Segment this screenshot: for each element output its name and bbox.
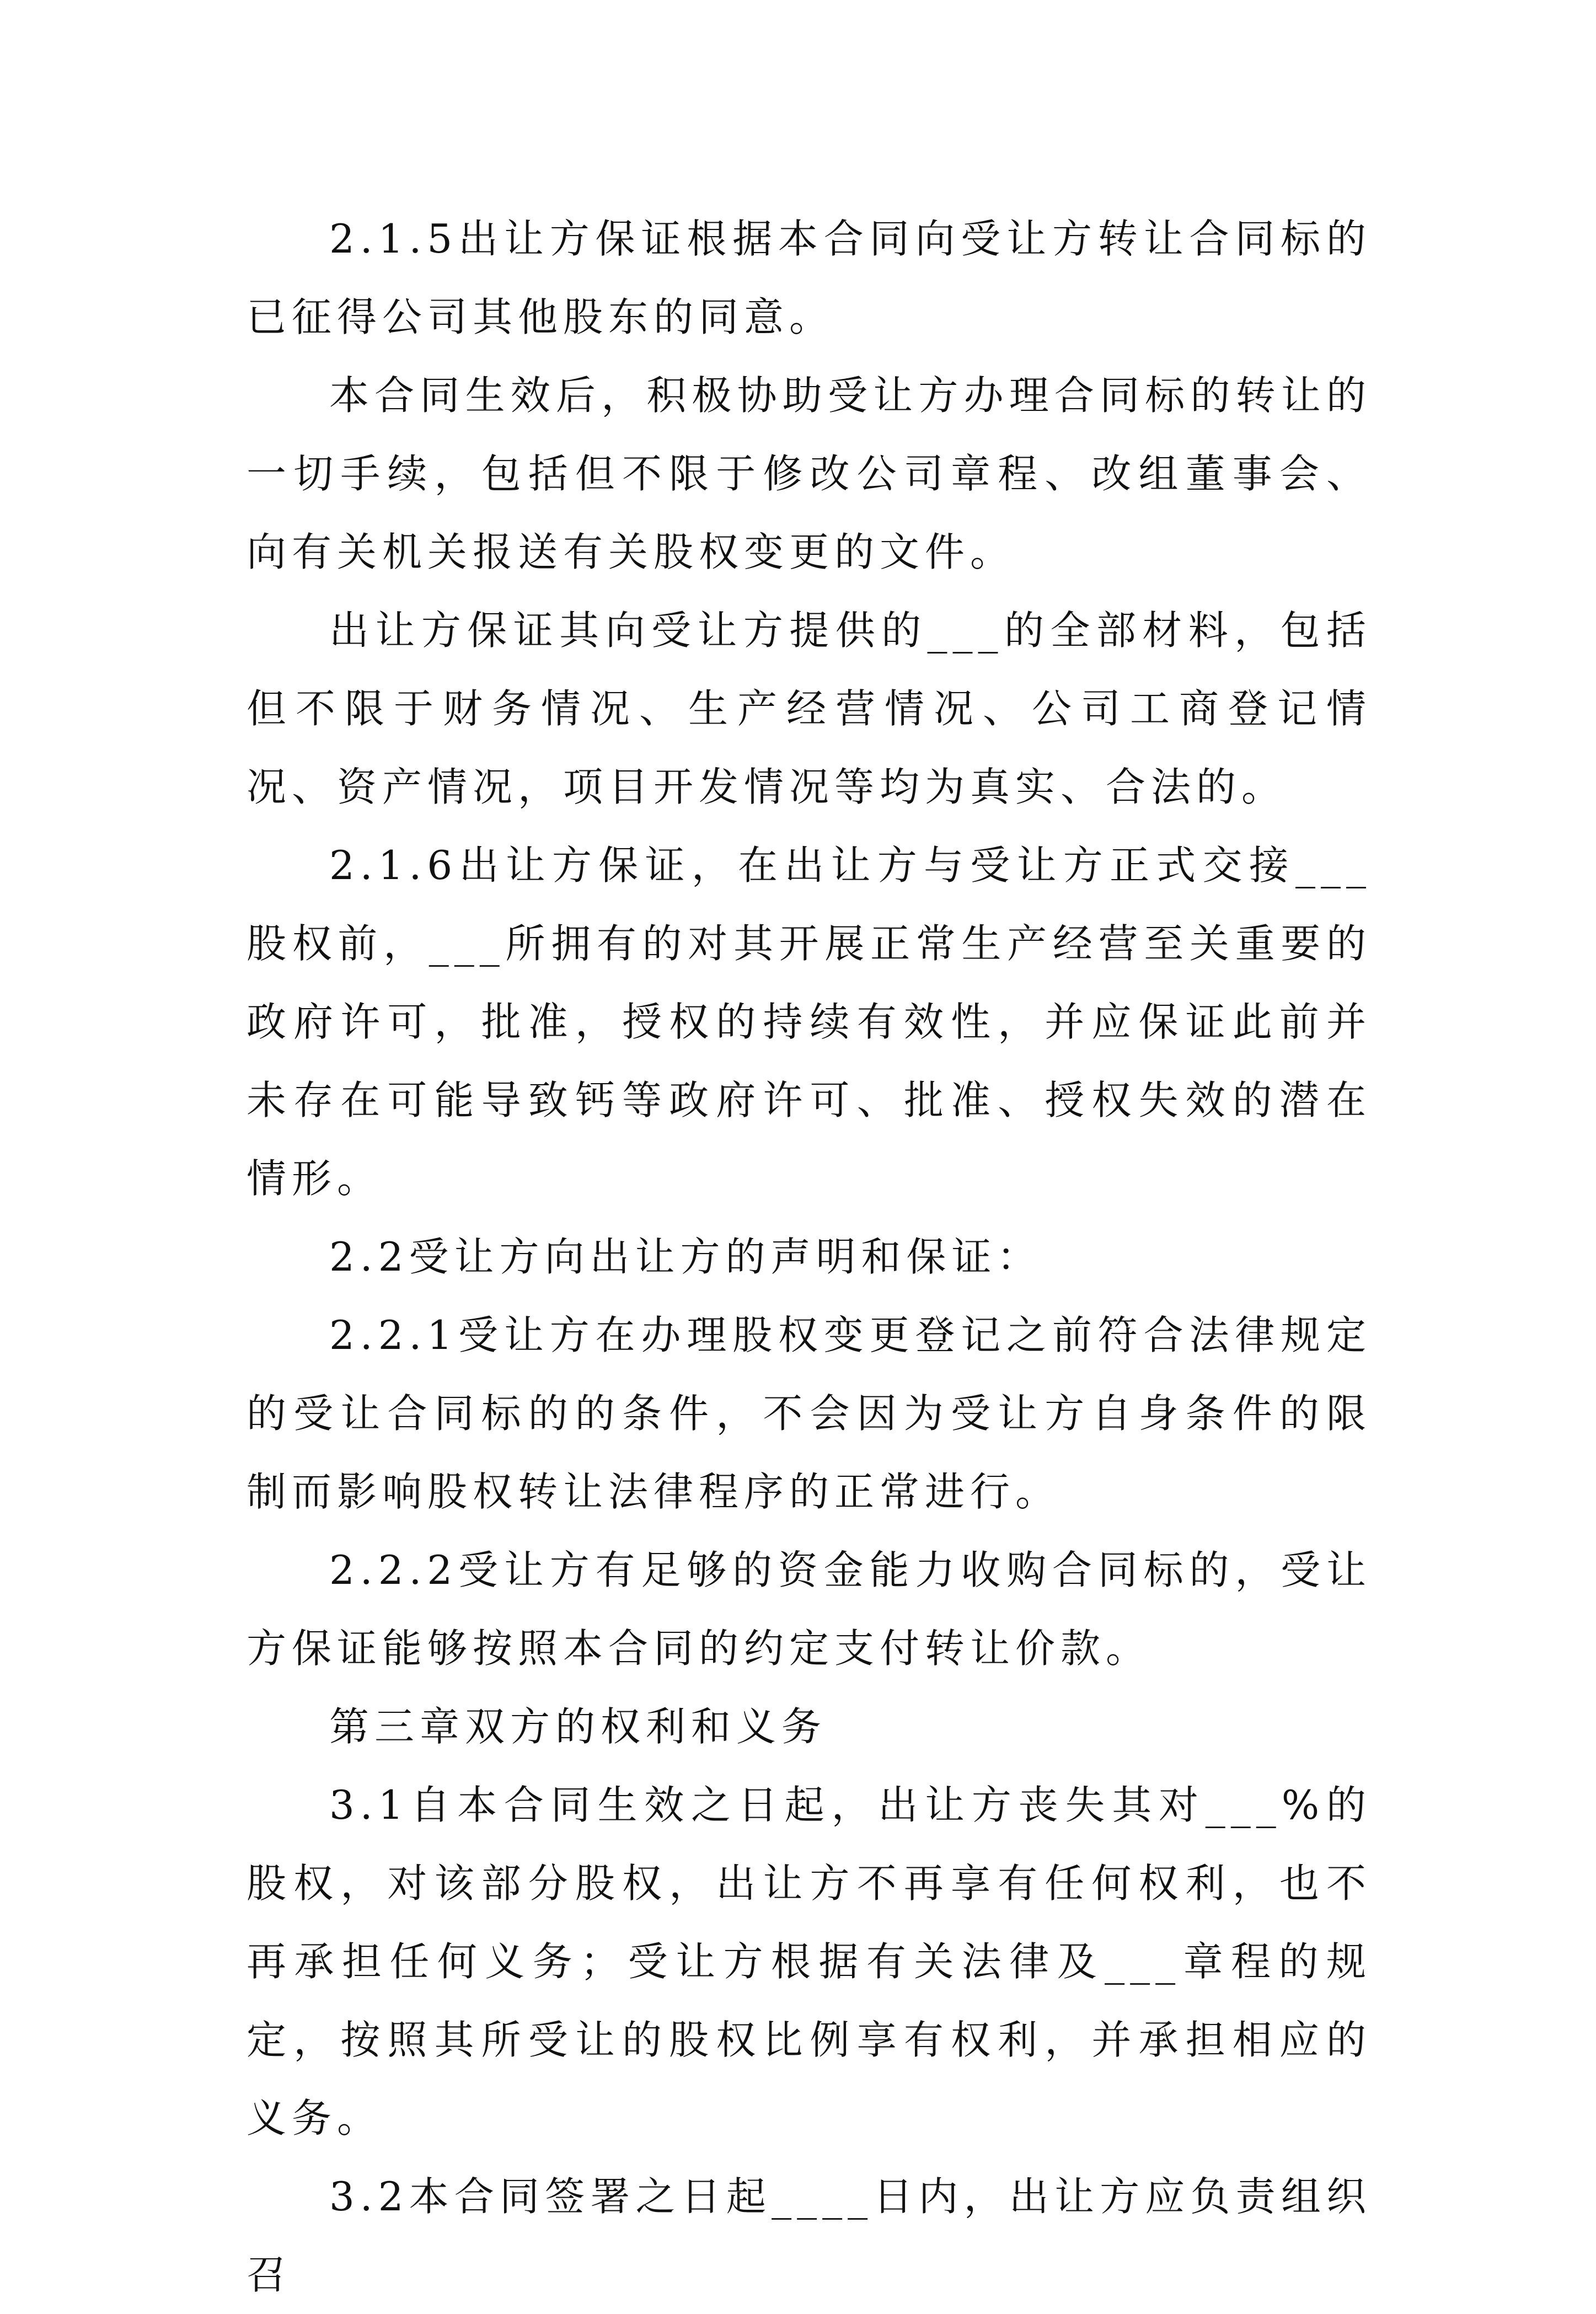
- clause-2-1-6: 2.1.6出让方保证，在出让方与受让方正式交接___股权前，___所拥有的对其开展正常生产经营至关重要的政府许可，批准，授权的持续有效性，并应保证此前并未存在可能导致钙等政府许可、批准、授权失效的潜在情形。: [247, 842, 1372, 1202]
- paragraph-materials-guarantee: 出让方保证其向受让方提供的___的全部材料，包括但不限于财务情况、生产经营情况、公司工商登记情况、资产情况，项目开发情况等均为真实、合法的。: [247, 607, 1372, 810]
- chapter-3-heading: 第三章双方的权利和义务: [329, 1704, 827, 1750]
- clause-2-1-5: 2.1.5出让方保证根据本合同向受让方转让合同标的已征得公司其他股东的同意。: [247, 216, 1372, 340]
- clause-2-2-1: 2.2.1受让方在办理股权变更登记之前符合法律规定的受让合同标的的条件，不会因为受让方自身条件的限制而影响股权转让法律程序的正常进行。: [247, 1312, 1372, 1515]
- paragraph-transfer-assistance: 本合同生效后，积极协助受让方办理合同标的转让的一切手续，包括但不限于修改公司章程、改组董事会、向有关机关报送有关股权变更的文件。: [247, 372, 1372, 575]
- clause-3-2: 3.2本合同签署之日起____日内，出让方应负责组织召: [247, 2173, 1372, 2298]
- clause-2-2-heading: 2.2受让方向出让方的声明和保证：: [329, 1234, 1042, 1280]
- document-body: [247, 200, 1372, 2314]
- clause-3-1: 3.1自本合同生效之日起，出让方丧失其对___%的股权，对该部分股权，出让方不再享有任何权利，也不再承担任何义务；受让方根据有关法律及___章程的规定，按照其所受让的股权比例享有权利，并承担相应的义务。: [247, 1782, 1372, 2141]
- clause-2-2-2: 2.2.2受让方有足够的资金能力收购合同标的，受让方保证能够按照本合同的约定支付转让价款。: [247, 1547, 1372, 1672]
